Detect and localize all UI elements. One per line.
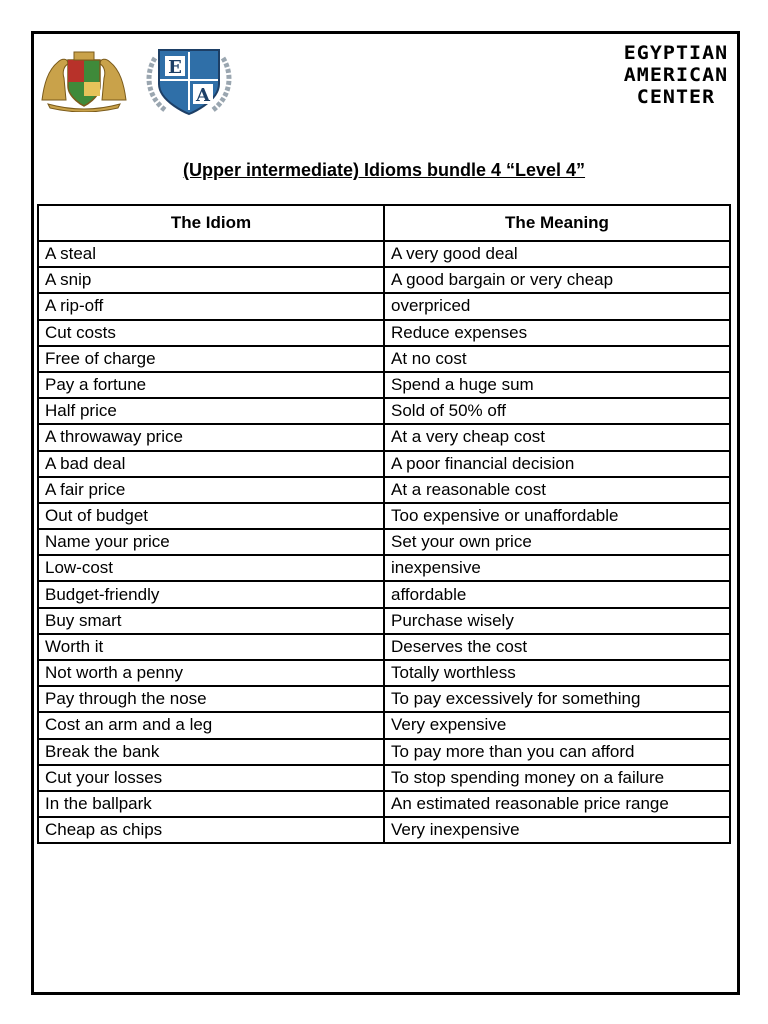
table-row bbox=[38, 241, 730, 267]
shield-letter-a: A bbox=[196, 85, 210, 106]
table-body bbox=[38, 241, 730, 843]
table-row bbox=[38, 398, 730, 424]
idiom-cell: Half price bbox=[38, 398, 384, 424]
table-row bbox=[38, 451, 730, 477]
idiom-cell: Cut costs bbox=[38, 320, 384, 346]
idiom-cell: Pay a fortune bbox=[38, 372, 384, 398]
column-header-idiom: The Idiom bbox=[38, 205, 384, 241]
meaning-cell: Very expensive bbox=[384, 712, 730, 738]
brand-line: EGYPTIAN bbox=[623, 42, 729, 64]
brand-line: CENTER bbox=[636, 86, 716, 108]
idiom-cell: A snip bbox=[38, 267, 384, 293]
idiom-cell: A throwaway price bbox=[38, 424, 384, 450]
table-row bbox=[38, 608, 730, 634]
ea-shield-logo bbox=[143, 44, 235, 118]
document-title: (Upper intermediate) Idioms bundle 4 “Level 4” bbox=[182, 160, 586, 180]
idiom-cell: Not worth a penny bbox=[38, 660, 384, 686]
table-header-row bbox=[38, 205, 730, 241]
right-griffin-icon bbox=[100, 59, 126, 100]
table-row bbox=[38, 791, 730, 817]
table-row bbox=[38, 529, 730, 555]
idiom-cell: Break the bank bbox=[38, 739, 384, 765]
meaning-cell: affordable bbox=[384, 581, 730, 607]
table-row bbox=[38, 320, 730, 346]
meaning-cell: To pay excessively for something bbox=[384, 686, 730, 712]
meaning-cell: Totally worthless bbox=[384, 660, 730, 686]
table-row bbox=[38, 372, 730, 398]
meaning-cell: Purchase wisely bbox=[384, 608, 730, 634]
idiom-cell: Buy smart bbox=[38, 608, 384, 634]
table-row bbox=[38, 267, 730, 293]
column-header-meaning: The Meaning bbox=[384, 205, 730, 241]
idiom-cell: A steal bbox=[38, 241, 384, 267]
table-row bbox=[38, 503, 730, 529]
meaning-cell: To pay more than you can afford bbox=[384, 739, 730, 765]
idiom-cell: Cheap as chips bbox=[38, 817, 384, 843]
left-griffin-icon bbox=[42, 59, 68, 100]
table-row bbox=[38, 293, 730, 319]
meaning-cell: Set your own price bbox=[384, 529, 730, 555]
idiom-cell: A rip-off bbox=[38, 293, 384, 319]
table-row bbox=[38, 346, 730, 372]
meaning-cell: At a reasonable cost bbox=[384, 477, 730, 503]
table-row bbox=[38, 555, 730, 581]
meaning-cell: A very good deal bbox=[384, 241, 730, 267]
table-row bbox=[38, 634, 730, 660]
meaning-cell: Very inexpensive bbox=[384, 817, 730, 843]
meaning-cell: Sold of 50% off bbox=[384, 398, 730, 424]
idiom-cell: Budget-friendly bbox=[38, 581, 384, 607]
table-row bbox=[38, 660, 730, 686]
meaning-cell: Reduce expenses bbox=[384, 320, 730, 346]
idiom-cell: In the ballpark bbox=[38, 791, 384, 817]
idiom-cell: Pay through the nose bbox=[38, 686, 384, 712]
idiom-cell: A bad deal bbox=[38, 451, 384, 477]
meaning-cell: At a very cheap cost bbox=[384, 424, 730, 450]
idioms-table bbox=[37, 204, 731, 844]
egyptian-american-center-logo bbox=[620, 42, 732, 108]
idiom-cell: Free of charge bbox=[38, 346, 384, 372]
table-row bbox=[38, 424, 730, 450]
table-row bbox=[38, 817, 730, 843]
table-row bbox=[38, 686, 730, 712]
idiom-cell: Name your price bbox=[38, 529, 384, 555]
meaning-cell: Too expensive or unaffordable bbox=[384, 503, 730, 529]
crest-logo bbox=[38, 48, 130, 112]
meaning-cell: overpriced bbox=[384, 293, 730, 319]
table-row bbox=[38, 712, 730, 738]
table-row bbox=[38, 581, 730, 607]
meaning-cell: A poor financial decision bbox=[384, 451, 730, 477]
meaning-cell: A good bargain or very cheap bbox=[384, 267, 730, 293]
shield-letter-e: E bbox=[168, 57, 182, 78]
meaning-cell: inexpensive bbox=[384, 555, 730, 581]
meaning-cell: Deserves the cost bbox=[384, 634, 730, 660]
idiom-cell: Low-cost bbox=[38, 555, 384, 581]
table-row bbox=[38, 765, 730, 791]
idiom-cell: Cut your losses bbox=[38, 765, 384, 791]
idiom-cell: Worth it bbox=[38, 634, 384, 660]
idiom-cell: Out of budget bbox=[38, 503, 384, 529]
table-row bbox=[38, 477, 730, 503]
meaning-cell: At no cost bbox=[384, 346, 730, 372]
meaning-cell: Spend a huge sum bbox=[384, 372, 730, 398]
idiom-cell: Cost an arm and a leg bbox=[38, 712, 384, 738]
meaning-cell: An estimated reasonable price range bbox=[384, 791, 730, 817]
table-row bbox=[38, 739, 730, 765]
meaning-cell: To stop spending money on a failure bbox=[384, 765, 730, 791]
brand-line: AMERICAN bbox=[623, 64, 729, 86]
idiom-cell: A fair price bbox=[38, 477, 384, 503]
